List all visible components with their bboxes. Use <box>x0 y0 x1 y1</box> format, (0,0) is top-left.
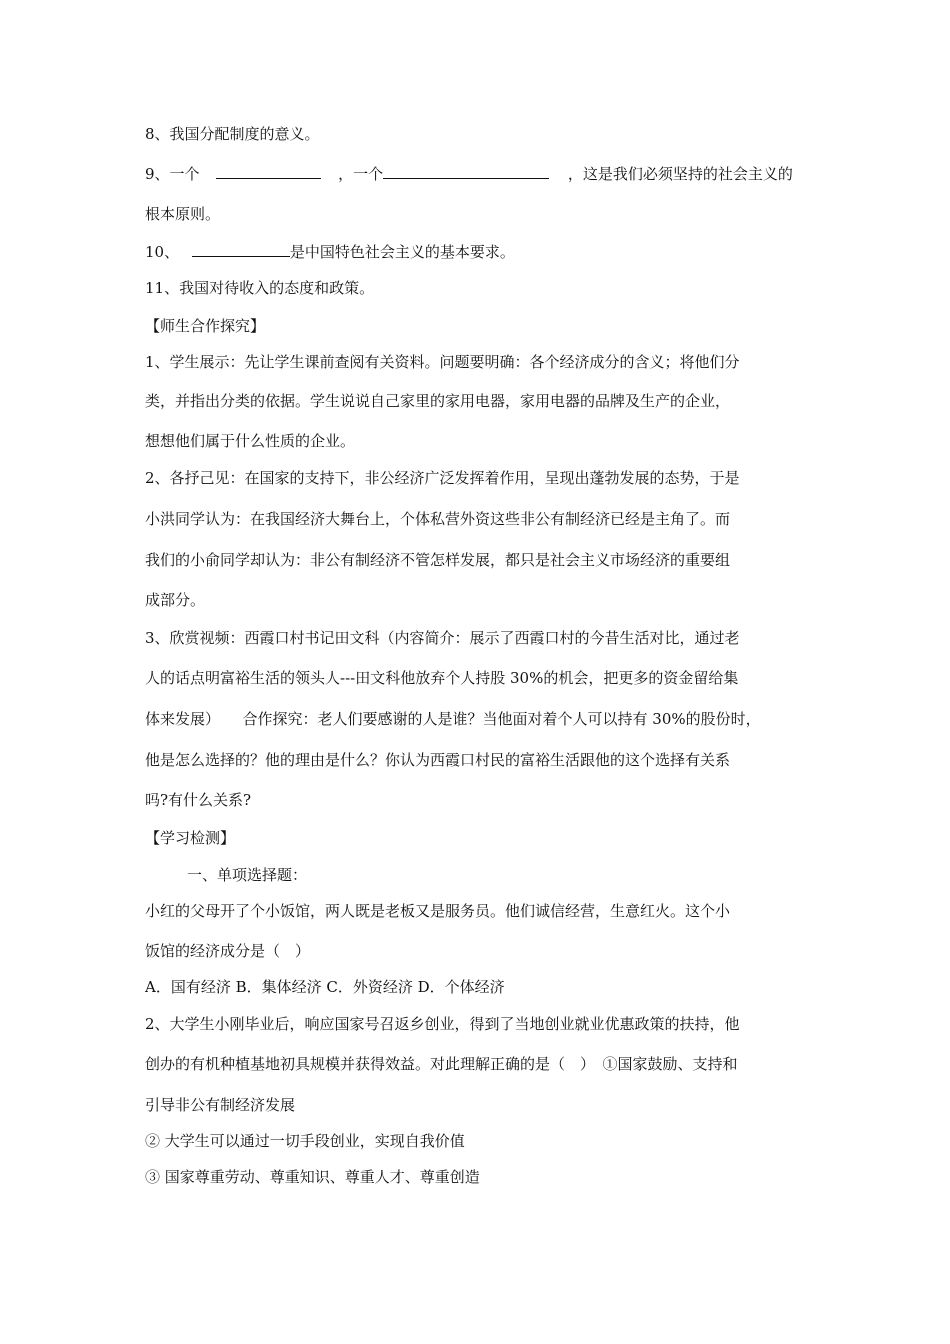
question-8: 8、我国分配制度的意义。 <box>145 125 320 143</box>
question-10 <box>145 241 515 262</box>
cooperation-1-line-2: 类，并指出分类的依据。学生说说自己家里的家用电器，家用电器的品牌及生产的企业， <box>145 392 731 410</box>
cooperation-2-line-3: 我们的小俞同学却认为：非公有制经济不管怎样发展，都只是社会主义市场经济的重要组 <box>145 551 731 569</box>
fill-blank-1[interactable] <box>216 163 321 179</box>
fill-blank-3[interactable] <box>192 241 290 257</box>
cooperation-3-line-5: 吗?有什么关系? <box>145 791 252 809</box>
question-10-text: 是中国特色社会主义的基本要求。 <box>289 243 515 261</box>
test-2-line-3: 引导非公有制经济发展 <box>145 1096 296 1114</box>
test-1-options: A．国有经济 B．集体经济 C．外资经济 D．个体经济 <box>145 978 505 996</box>
cooperation-1-line-1: 1、学生展示：先让学生课前查阅有关资料。问题要明确：各个经济成分的含义；将他们分 <box>145 353 740 371</box>
question-10-number: 10、 <box>145 243 180 261</box>
cooperation-3-line-2: 人的话点明富裕生活的领头人---田文科他放弃个人持股 30%的机会，把更多的资金留给集 <box>145 669 739 687</box>
test-subheading: 一、单项选择题： <box>187 866 308 884</box>
question-9-mid: ，一个 <box>338 165 384 183</box>
question-9-lead: 9、一个 <box>145 165 200 183</box>
test-1-line-1: 小红的父母开了个小饭馆，两人既是老板又是服务员。他们诚信经营，生意红火。这个小 <box>145 902 731 920</box>
test-2-line-2: 创办的有机种植基地初具规模并获得效益。对此理解正确的是（ ） ①国家鼓励、支持和 <box>145 1055 738 1073</box>
test-2-statement-2: ② 大学生可以通过一切手段创业，实现自我价值 <box>145 1132 465 1150</box>
cooperation-1-line-3: 想想他们属于什么性质的企业。 <box>145 432 356 450</box>
test-1-line-2: 饭馆的经济成分是（ ） <box>145 942 311 960</box>
fill-blank-2[interactable] <box>383 163 549 179</box>
test-2-line-1: 2、大学生小刚毕业后，响应国家号召返乡创业，得到了当地创业就业优惠政策的扶持，他 <box>145 1015 740 1033</box>
question-9-tail: ，这是我们必须坚持的社会主义的 <box>567 165 793 183</box>
cooperation-2-line-2: 小洪同学认为：在我国经济大舞台上，个体私营外资这些非公有制经济已经是主角了。而 <box>145 510 731 528</box>
question-9-continued: 根本原则。 <box>145 205 221 223</box>
cooperation-2-line-4: 成部分。 <box>145 591 206 609</box>
cooperation-3-line-3: 体来发展） 合作探究：老人们要感谢的人是谁？当他面对着个人可以持有 30%的股份时， <box>145 710 761 728</box>
section-heading-cooperation: 【师生合作探究】 <box>145 317 266 335</box>
cooperation-3-line-1: 3、欣赏视频：西霞口村书记田文科（内容简介：展示了西霞口村的今昔生活对比，通过老 <box>145 629 740 647</box>
test-2-statement-3: ③ 国家尊重劳动、尊重知识、尊重人才、尊重创造 <box>145 1168 480 1186</box>
question-9 <box>145 163 793 184</box>
cooperation-3-line-4: 他是怎么选择的？他的理由是什么？你认为西霞口村民的富裕生活跟他的这个选择有关系 <box>145 751 731 769</box>
cooperation-2-line-1: 2、各抒己见：在国家的支持下，非公经济广泛发挥着作用，呈现出蓬勃发展的态势，于是 <box>145 469 740 487</box>
question-11: 11、我国对待收入的态度和政策。 <box>145 279 375 297</box>
section-heading-test: 【学习检测】 <box>145 829 236 847</box>
